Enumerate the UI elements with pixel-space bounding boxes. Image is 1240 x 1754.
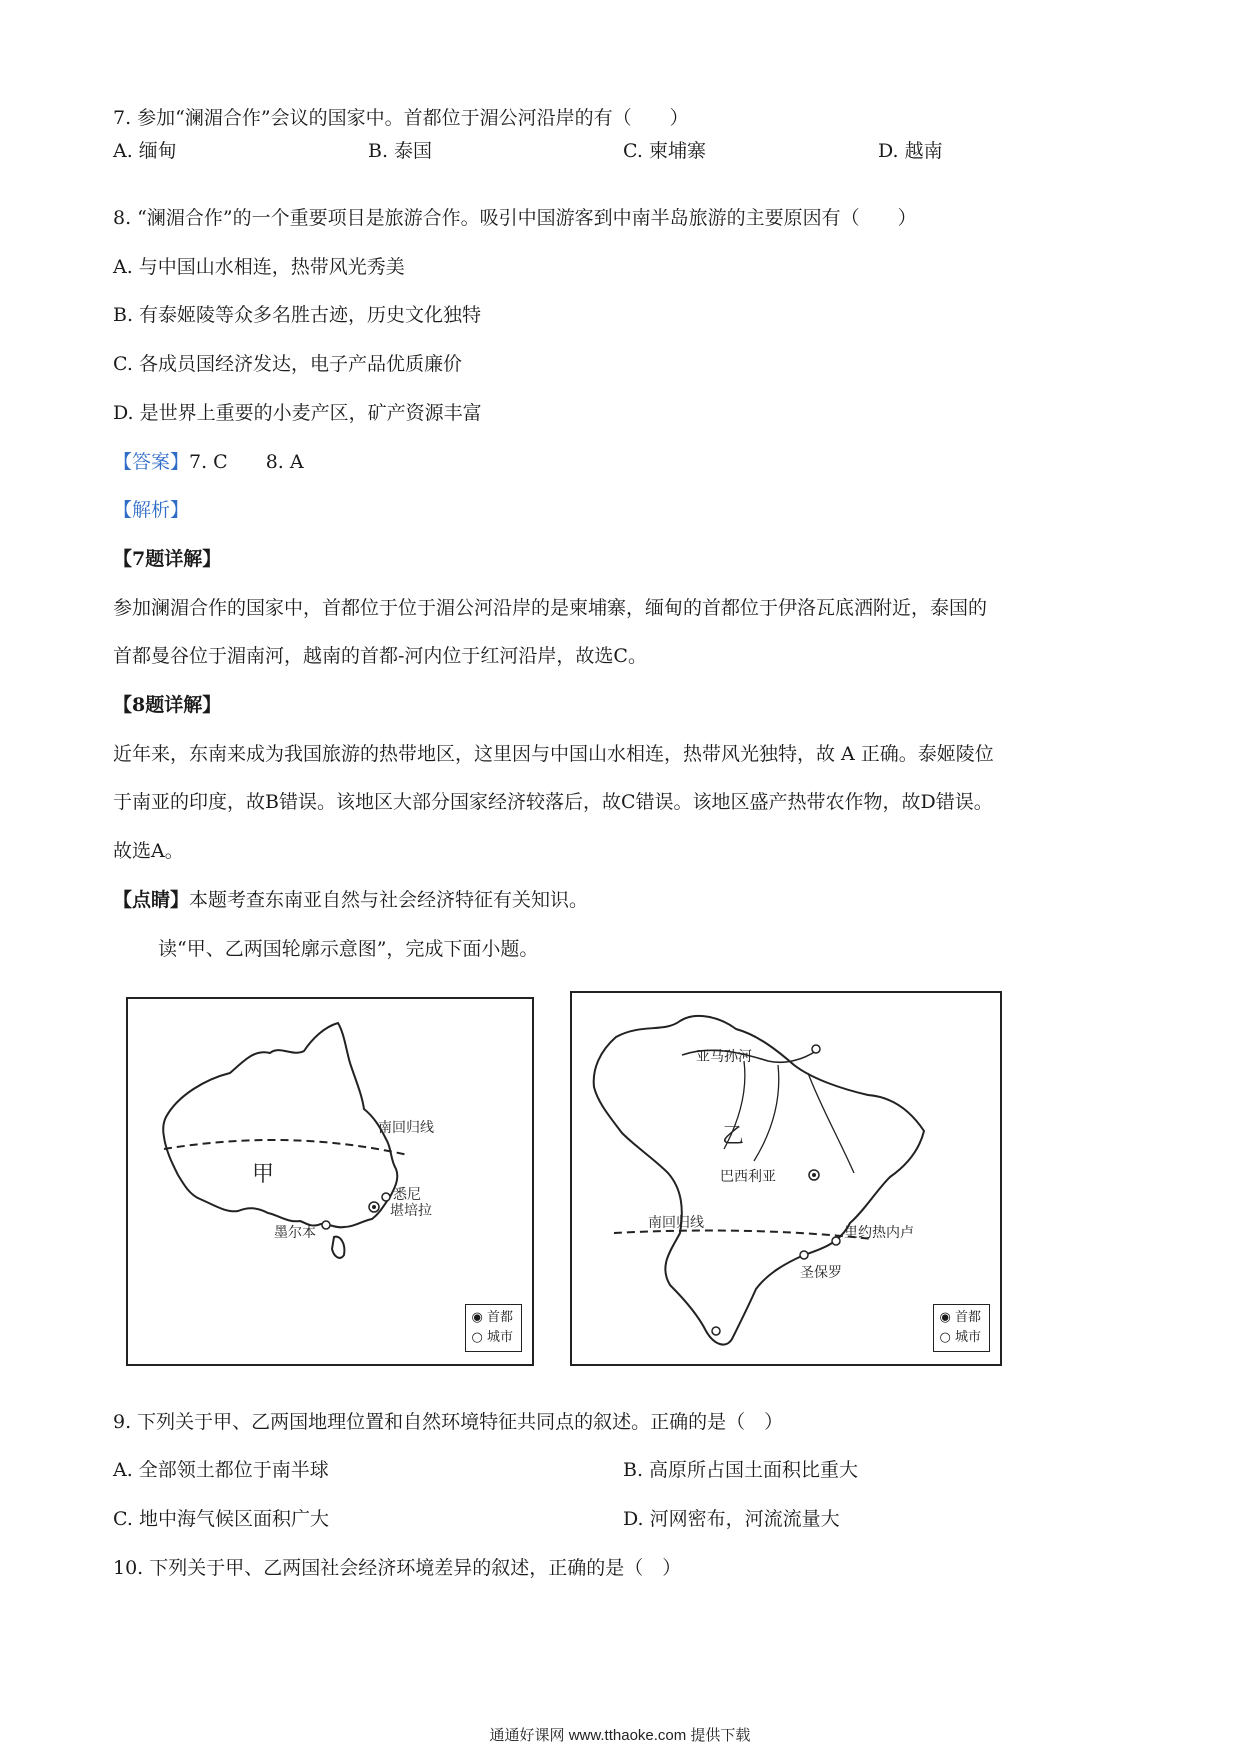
- city-label-canberra: 堪培拉: [390, 1203, 432, 1219]
- detail8-line-3: 故选A。: [113, 840, 184, 862]
- legend-row-capital: [940, 1308, 982, 1328]
- tropic-line-left: [164, 1140, 408, 1155]
- river-label-amazon: 亚马孙河: [696, 1049, 752, 1065]
- q8-option-a: A. 与中国山水相连，热带风光秀美: [113, 256, 405, 278]
- detail8-heading: 【8题详解】: [113, 694, 222, 716]
- q7-option-b: B. 泰国: [368, 140, 433, 162]
- q7-option-a: A. 缅甸: [113, 140, 177, 162]
- q9-option-a: A. 全部领土都位于南半球: [113, 1459, 329, 1481]
- q9-option-d: D. 河网密布，河流流量大: [623, 1508, 840, 1530]
- map-left-legend: [465, 1304, 523, 1352]
- legend-capital-label: 首都: [486, 1310, 513, 1325]
- city-marker-melbourne: [322, 1221, 330, 1229]
- city-marker-saopaulo: [800, 1251, 808, 1259]
- dianjing-line: [113, 887, 588, 913]
- tropic-label-right: 南回归线: [648, 1215, 704, 1231]
- q7-option-c: C. 柬埔寨: [623, 140, 706, 162]
- city-label-saopaulo: 圣保罗: [800, 1265, 842, 1281]
- q10-stem: 10. 下列关于甲、乙两国社会经济环境差异的叙述，正确的是（ ）: [113, 1557, 682, 1579]
- detail7-heading: 【7题详解】: [113, 548, 222, 570]
- q7-option-d: D. 越南: [878, 140, 943, 162]
- detail7-line-2: 首都曼谷位于湄南河，越南的首都-河内位于红河沿岸，故选C。: [113, 645, 647, 667]
- answer-tag: 【答案】: [113, 451, 190, 473]
- city-symbol-icon: ○: [471, 1330, 483, 1345]
- legend-city-label: 城市: [954, 1330, 981, 1345]
- capital-symbol-icon: ◉: [939, 1310, 951, 1325]
- capital-dot-canberra: [372, 1205, 376, 1209]
- capital-symbol-icon: ◉: [471, 1310, 483, 1325]
- analysis-tag: 【解析】: [113, 499, 190, 521]
- city-marker-south: [712, 1327, 720, 1335]
- country-label-jia: 甲: [252, 1162, 275, 1187]
- legend-row-capital: [472, 1308, 514, 1328]
- city-label-brasilia: 巴西利亚: [720, 1169, 776, 1185]
- q9-stem: 9. 下列关于甲、乙两国地理位置和自然环境特征共同点的叙述。正确的是（ ）: [113, 1411, 784, 1433]
- detail8-line-2: 于南亚的印度，故B错误。该地区大部分国家经济较落后，故C错误。该地区盛产热带农作物，故D错误。: [113, 791, 993, 813]
- detail7-line-1: 参加澜湄合作的国家中，首都位于位于湄公河沿岸的是柬埔寨，缅甸的首都位于伊洛瓦底洒附近，泰国的: [113, 597, 988, 619]
- legend-row-city: [940, 1328, 982, 1348]
- legend-row-city: [472, 1328, 514, 1348]
- city-symbol-icon: ○: [939, 1330, 951, 1345]
- q8-stem: 8. “澜湄合作”的一个重要项目是旅游合作。吸引中国游客到中南半岛旅游的主要原因有（ ）: [113, 207, 917, 229]
- legend-city-label: 城市: [486, 1330, 513, 1345]
- dianjing-tag: 【点睛】: [113, 889, 190, 911]
- city-marker-amazon: [812, 1045, 820, 1053]
- page-footer: 通通好课网 www.tthaoke.com 提供下载: [489, 1727, 751, 1744]
- q9-option-b: B. 高原所占国土面积比重大: [623, 1459, 859, 1481]
- map-right-frame: [570, 991, 1002, 1366]
- river-tributary-3: [808, 1073, 854, 1173]
- city-marker-sydney: [382, 1193, 390, 1201]
- capital-dot-brasilia: [812, 1173, 816, 1177]
- detail8-line-1: 近年来，东南来成为我国旅游的热带地区，这里因与中国山水相连，热带风光独特，故 A 正确。泰姬陵位: [113, 743, 994, 765]
- answer-text: 7. C 8. A: [189, 451, 304, 473]
- city-marker-rio: [832, 1237, 840, 1245]
- q7-stem: 7. 参加“澜湄合作”会议的国家中。首都位于湄公河沿岸的有（ ）: [113, 107, 689, 129]
- city-label-melbourne: 墨尔本: [274, 1225, 316, 1241]
- q8-option-b: B. 有泰姬陵等众多名胜古迹，历史文化独特: [113, 304, 482, 326]
- q8-option-c: C. 各成员国经济发达，电子产品优质廉价: [113, 353, 462, 375]
- read-prompt: 读“甲、乙两国轮廓示意图”，完成下面小题。: [158, 938, 539, 960]
- q9-option-c: C. 地中海气候区面积广大: [113, 1508, 329, 1530]
- dianjing-text: 本题考查东南亚自然与社会经济特征有关知识。: [189, 889, 589, 911]
- answer-line: [113, 449, 304, 475]
- map-left-frame: [126, 997, 534, 1366]
- tasmania-outline: [332, 1237, 344, 1258]
- city-label-rio: 里约热内卢: [844, 1225, 914, 1241]
- city-label-sydney: 悉尼: [393, 1187, 421, 1203]
- country-jia-outline: [163, 1023, 397, 1227]
- river-tributary-2: [754, 1065, 779, 1161]
- country-label-yi: 乙: [722, 1124, 745, 1149]
- tropic-label-left: 南回归线: [378, 1120, 434, 1136]
- q8-option-d: D. 是世界上重要的小麦产区，矿产资源丰富: [113, 402, 482, 424]
- legend-capital-label: 首都: [954, 1310, 981, 1325]
- map-right-legend: [933, 1304, 991, 1352]
